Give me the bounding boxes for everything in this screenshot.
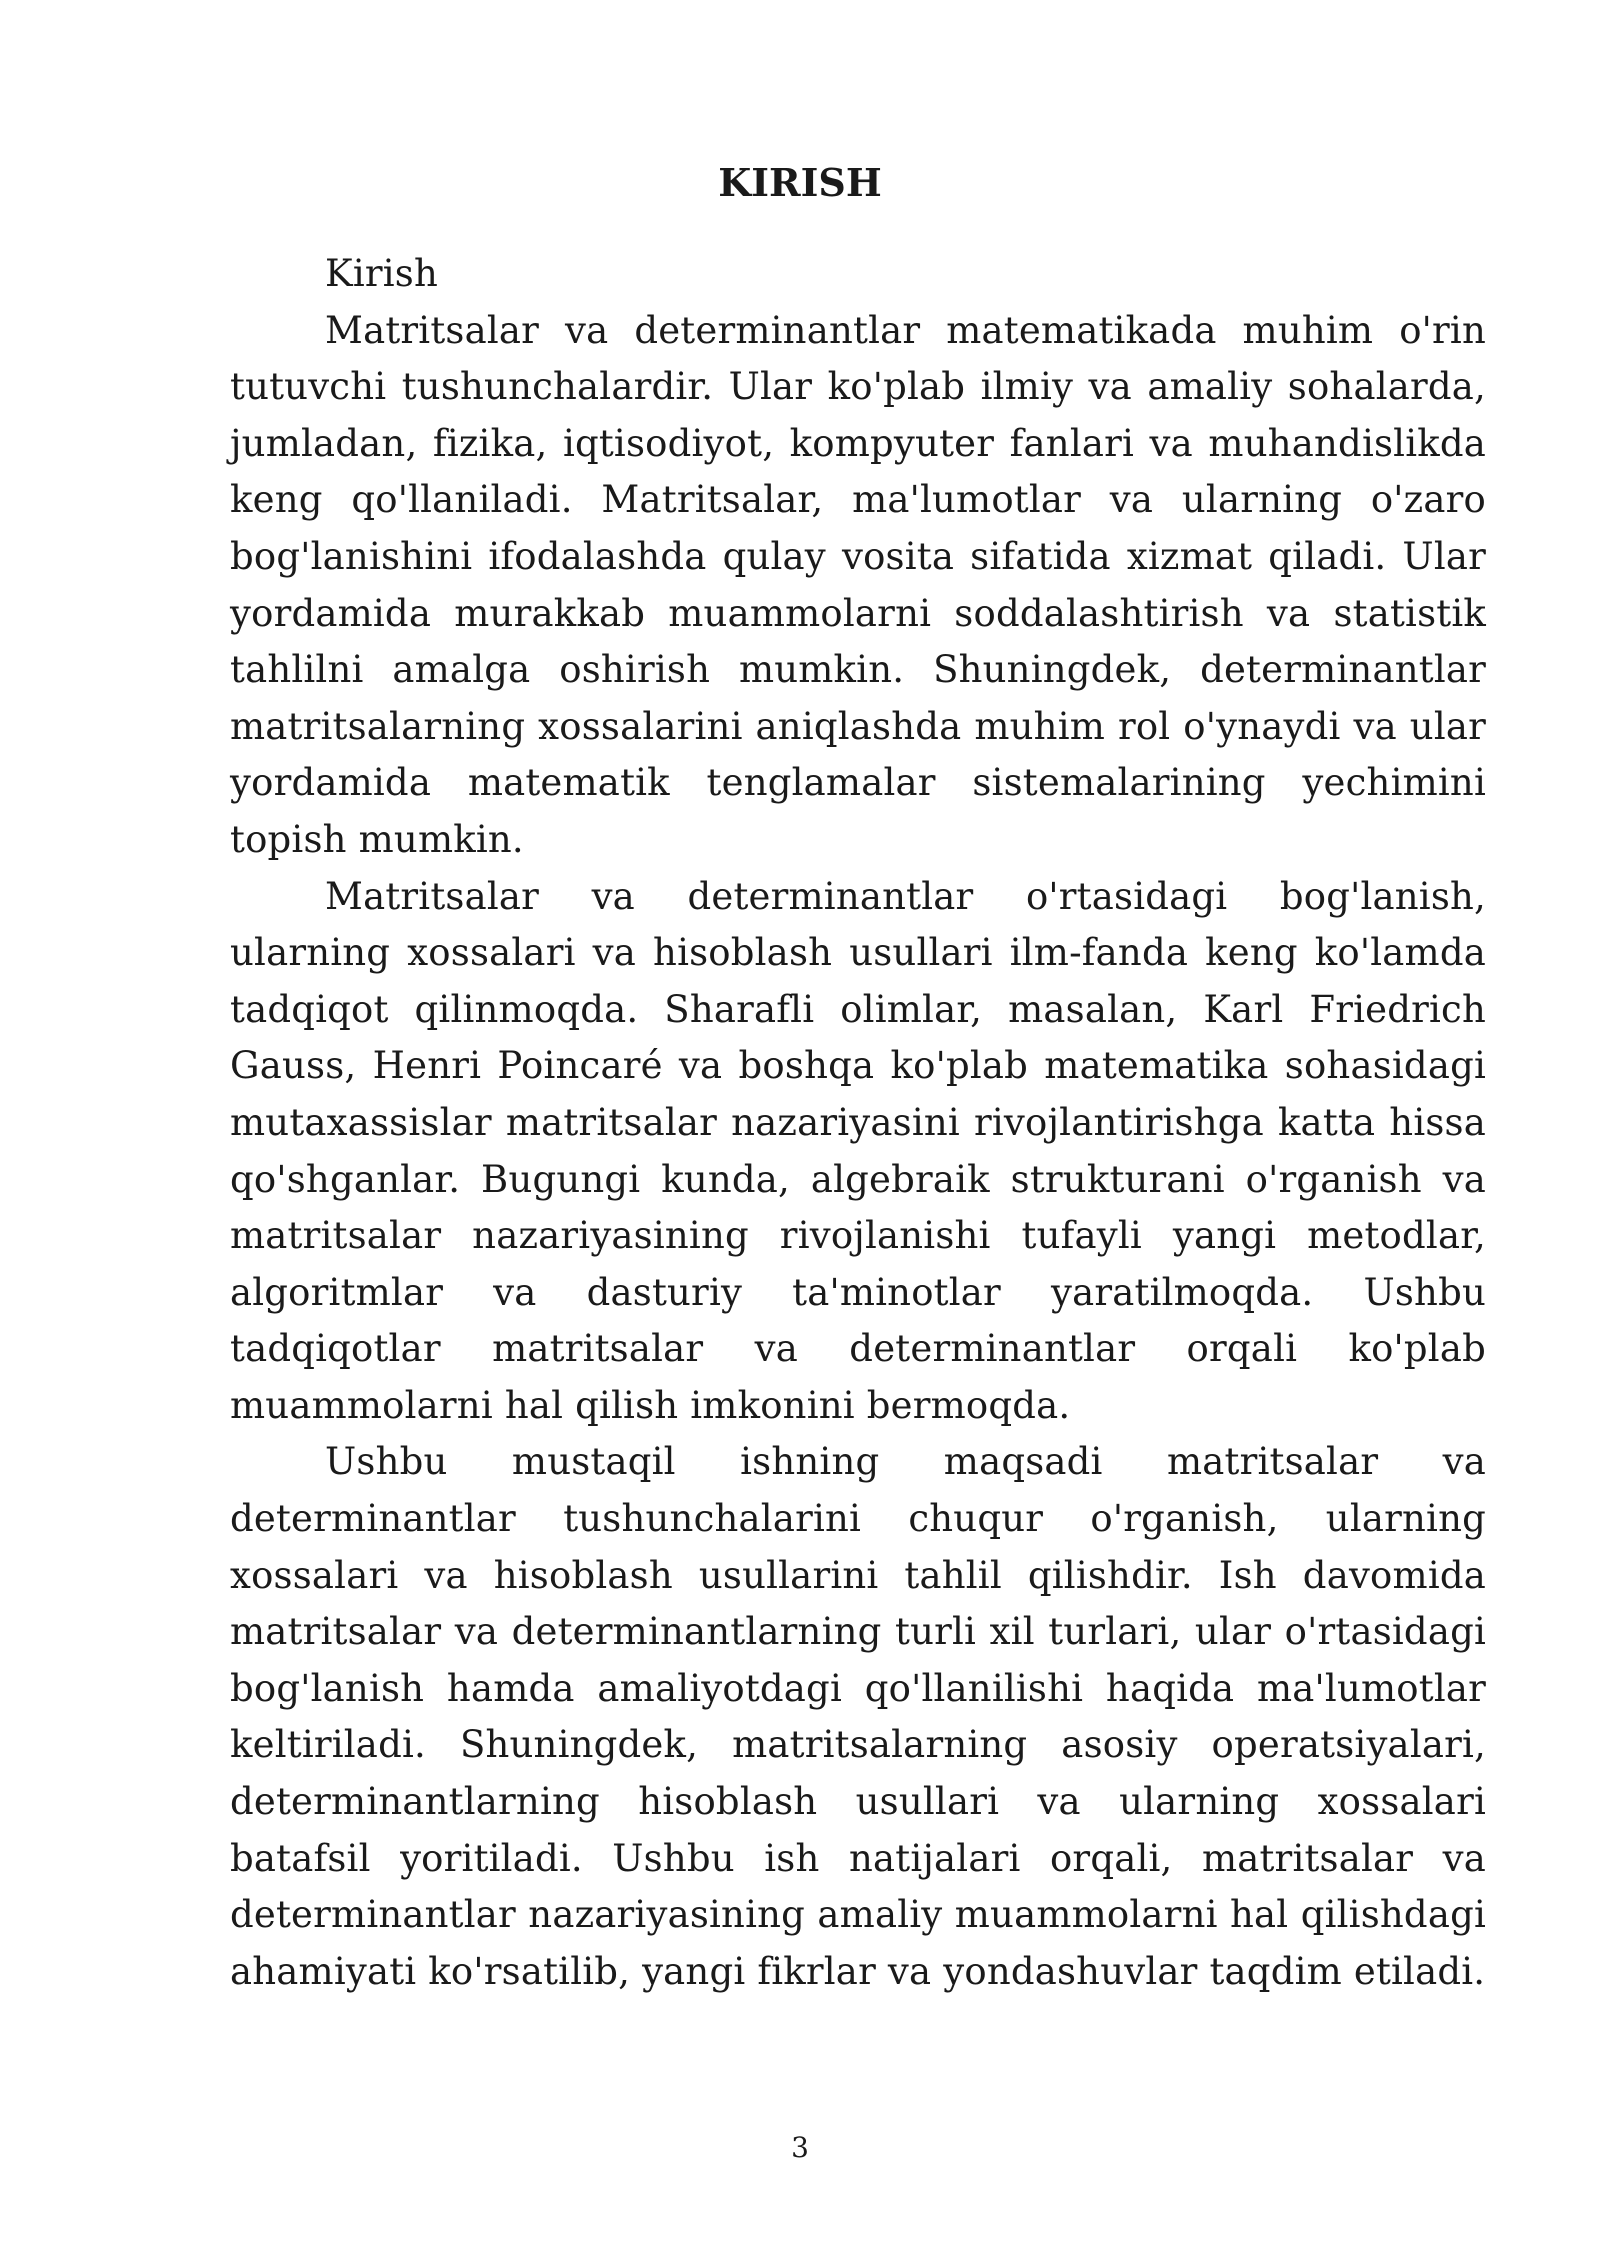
body-text bbox=[230, 246, 1486, 2000]
paragraph: Matritsalar va determinantlar o'rtasidagi bog'lanish, ularning xossalari va hisoblash usullari ilm-fanda keng ko'lamda tadqiqot qilinmoqda. Sharafli olimlar, masalan, Karl Friedrich Gauss, Henri Poincaré va boshqa ko'plab matematika sohasidagi mutaxassislar matritsalar nazariyasini rivojlantirishga katta hissa qo'shganlar. Bugungi kunda, algebraik strukturani o'rganish va matritsalar nazariyasining rivojlanishi tufayli yangi metodlar, algoritmlar va dasturiy ta'minotlar yaratilmoqda. Ushbu tadqiqotlar matritsalar va determinantlar orqali ko'plab muammolarni hal qilish imkonini bermoqda. bbox=[230, 874, 1486, 1427]
page-number: 3 bbox=[791, 2131, 809, 2164]
subheading-paragraph: Kirish bbox=[325, 252, 439, 295]
section-title: KIRISH bbox=[718, 160, 882, 205]
paragraph: Ushbu mustaqil ishning maqsadi matritsalar va determinantlar tushunchalarini chuqur o'rganish, ularning xossalari va hisoblash usullarini tahlil qilishdir. Ish davomida matritsalar va determinantlarning turli xil turlari, ular o'rtasidagi bog'lanish hamda amaliyotdagi qo'llanilishi haqida ma'lumotlar keltiriladi. Shuningdek, matritsalarning asosiy operatsiyalari, determinantlarning hisoblash usullari va ularning xossalari batafsil yoritiladi. Ushbu ish natijalari orqali, matritsalar va determinantlar nazariyasining amaliy muammolarni hal qilishdagi ahamiyati ko'rsatilib, yangi fikrlar va yondashuvlar taqdim etiladi. bbox=[230, 1440, 1486, 1993]
paragraph: Matritsalar va determinantlar matematikada muhim o'rin tutuvchi tushunchalardir. Ular ko'plab ilmiy va amaliy sohalarda, jumladan, fizika, iqtisodiyot, kompyuter fanlari va muhandislikda keng qo'llaniladi. Matritsalar, ma'lumotlar va ularning o'zaro bog'lanishini ifodalashda qulay vosita sifatida xizmat qiladi. Ular yordamida murakkab muammolarni soddalashtirish va statistik tahlilni amalga oshirish mumkin. Shuningdek, determinantlar matritsalarning xossalarini aniqlashda muhim rol o'ynaydi va ular yordamida matematik tenglamalar sistemalarining yechimini topish mumkin. bbox=[230, 308, 1486, 861]
